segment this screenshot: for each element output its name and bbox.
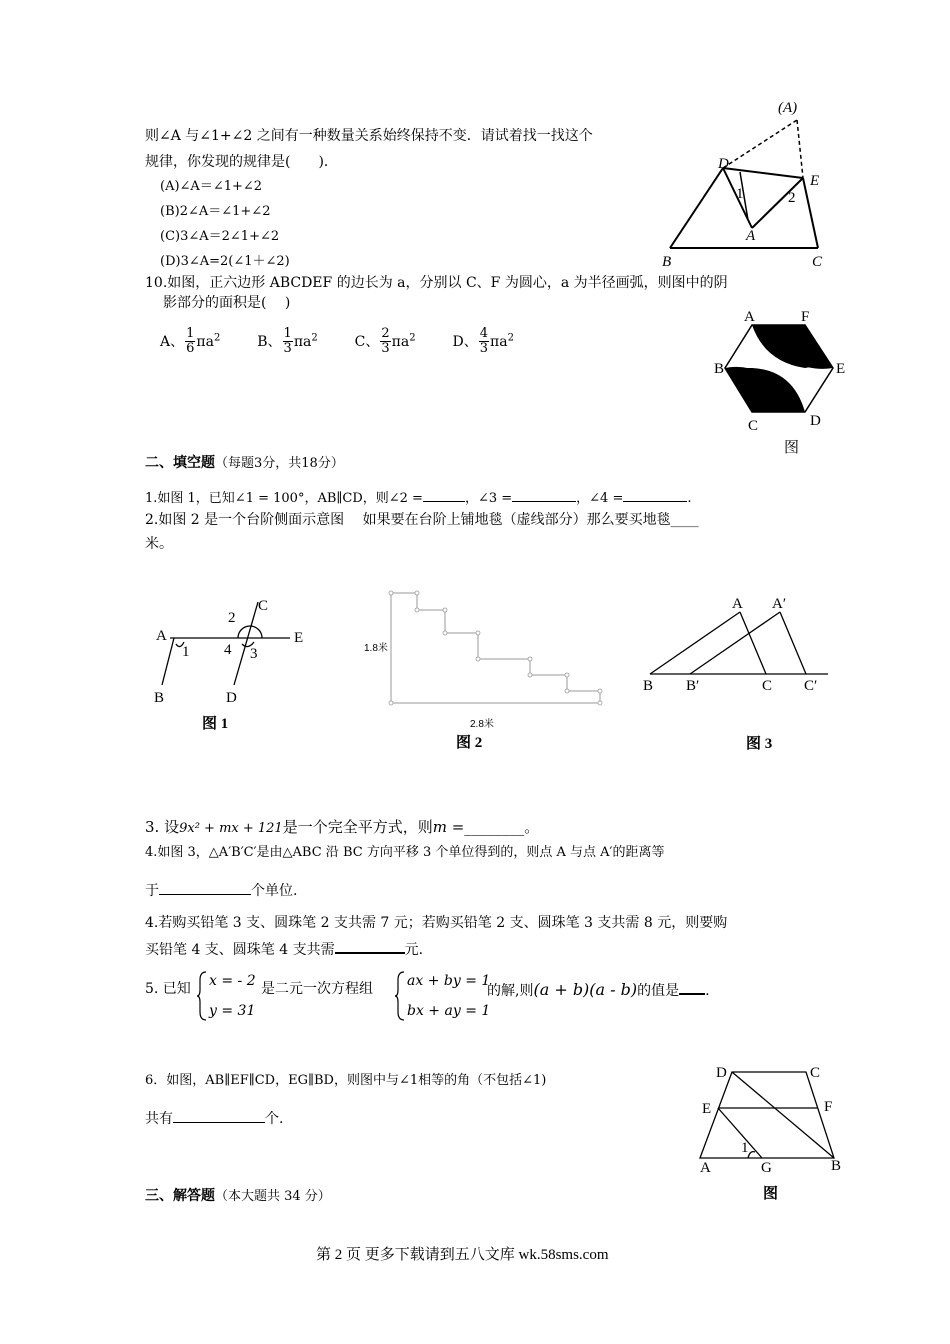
q9-line1: 则∠A 与∠1+∠2 之间有一种数量关系始终保持不变．请试着找一找这个 bbox=[145, 128, 593, 144]
fig1-label-e: E bbox=[294, 630, 304, 646]
q9-label-a-top: (A) bbox=[778, 100, 798, 116]
fig3-label-a: A bbox=[732, 596, 743, 612]
fig3-label-c: C bbox=[762, 678, 773, 694]
fill-q3: 3. 设9x² + mx + 121是一个完全平方式，则m =________。 bbox=[145, 818, 540, 836]
fill-q2-line1: 2.如图 2 是一个台阶侧面示意图 如果要在台阶上铺地毯（虚线部分）那么要买地毯____ bbox=[145, 512, 699, 528]
q9-line2: 规律，你发现的规律是( )． bbox=[145, 154, 338, 170]
fig6-label-a: A bbox=[700, 1160, 711, 1176]
q10-hexagon-figure bbox=[705, 300, 855, 460]
figure-3 bbox=[640, 592, 830, 752]
fill-q5-sys2-b: bx + ay = 1 bbox=[407, 1003, 491, 1019]
q10-options bbox=[160, 318, 514, 358]
q9-label-2: 2 bbox=[788, 190, 796, 206]
q10-line1: 10.如图，正六边形 ABCDEF 的边长为 a，分别以 C、F 为圆心，a 为半径画弧，则图中的阴 bbox=[145, 275, 728, 291]
fig3-label-c-prime: C′ bbox=[804, 678, 818, 694]
brace-icon bbox=[394, 970, 406, 1022]
fig3-label-a-prime: A′ bbox=[772, 596, 787, 612]
fill-q4a-line2: 于 个单位. bbox=[145, 880, 297, 901]
figure-2 bbox=[360, 585, 610, 755]
fill-q5-sys1-b: y = 31 bbox=[209, 1003, 256, 1019]
q9-label-1: 1 bbox=[736, 186, 744, 202]
fig6-label-d: D bbox=[716, 1065, 727, 1081]
fig2-width-label: 2.8米 bbox=[470, 719, 494, 730]
q10-option-a: A、 $\frac{1}{6}$ $\pi a^2$ bbox=[160, 326, 221, 357]
q9-option-d: (D)3∠A=2(∠1＋∠2) bbox=[160, 254, 290, 269]
page-footer: 第 2 页 更多下载请到五八文库 wk.58sms.com bbox=[316, 1247, 609, 1263]
fill-q5-tail: 的解,则(a + b)(a - b)的值是 . bbox=[487, 980, 710, 999]
fig2-caption: 图 2 bbox=[456, 735, 483, 751]
fig6-label-g: G bbox=[761, 1160, 772, 1176]
fill-q5-sys2-a: ax + by = 1 bbox=[407, 973, 491, 989]
q10-caption: 图 bbox=[784, 440, 800, 456]
q9-option-b: (B)2∠A＝∠1+∠2 bbox=[160, 204, 271, 219]
fill-q5-pre: 5. 已知 bbox=[145, 981, 191, 997]
fill-q5-sys1-a: x = - 2 bbox=[209, 973, 256, 989]
fig3-label-b-prime: B′ bbox=[686, 678, 700, 694]
fig6-label-f: F bbox=[824, 1099, 833, 1115]
fig6-label-b: B bbox=[831, 1158, 842, 1174]
fill-q4b-line2: 买铅笔 4 支、圆珠笔 4 支共需 元. bbox=[145, 938, 423, 960]
fill-q6-line2: 共有 个. bbox=[145, 1108, 283, 1129]
fig6-label-1: 1 bbox=[741, 1140, 749, 1156]
fill-q4a-line1: 4.如图 3，△A′B′C′是由△ABC 沿 BC 方向平移 3 个单位得到的，则点 A 与点 A′的距离等 bbox=[145, 845, 665, 860]
q9-label-d: D bbox=[718, 156, 729, 172]
q10-label-b: B bbox=[714, 361, 725, 377]
figure-6-trapezoid bbox=[690, 1060, 850, 1205]
fig1-label-2: 2 bbox=[228, 610, 236, 626]
q10-label-a: A bbox=[744, 309, 755, 325]
fill-q4b-line1: 4.若购买铅笔 3 支、圆珠笔 2 支共需 7 元；若购买铅笔 2 支、圆珠笔 3 支共需 8 元，则要购 bbox=[145, 915, 728, 931]
fig1-label-1: 1 bbox=[182, 644, 190, 660]
fig6-label-e: E bbox=[702, 1101, 712, 1117]
fig3-caption: 图 3 bbox=[746, 736, 773, 752]
q9-label-a-inner: A bbox=[746, 228, 756, 244]
fig3-label-b: B bbox=[643, 678, 654, 694]
fig1-label-c: C bbox=[258, 598, 269, 614]
q9-label-e: E bbox=[810, 173, 820, 189]
q10-label-f: F bbox=[801, 309, 810, 325]
q9-option-c: (C)3∠A＝2∠1+∠2 bbox=[160, 229, 280, 244]
fig1-label-4: 4 bbox=[224, 642, 232, 658]
fig2-height-label: 1.8米 bbox=[364, 643, 388, 654]
section2-heading: 二、填空题（每题3分，共18分） bbox=[145, 455, 344, 471]
fill-q1: 1.如图 1，已知∠1 = 100°，AB∥CD，则∠2 = ，∠3 = ，∠4 = . bbox=[145, 487, 692, 509]
q10-label-e: E bbox=[836, 361, 846, 377]
q9-option-a: (A)∠A＝∠1+∠2 bbox=[160, 179, 263, 194]
q10-option-b: B、 $\frac{1}{3}$ $\pi a^2$ bbox=[257, 326, 318, 357]
q10-line2: 影部分的面积是( ) bbox=[163, 295, 291, 311]
fig1-label-d: D bbox=[226, 690, 237, 706]
fig6-caption: 图 bbox=[763, 1186, 779, 1202]
fig1-label-b: B bbox=[154, 690, 165, 706]
brace-icon bbox=[196, 970, 208, 1022]
q10-label-c: C bbox=[748, 418, 759, 434]
q10-option-c: C、 $\frac{2}{3}$ $\pi a^2$ bbox=[354, 326, 416, 357]
figure-1 bbox=[150, 592, 320, 742]
q9-label-c: C bbox=[812, 254, 823, 270]
fill-q2-line2: 米。 bbox=[145, 536, 173, 552]
fig6-label-c: C bbox=[810, 1065, 821, 1081]
fig1-label-a: A bbox=[156, 628, 167, 644]
q10-option-d: D、 $\frac{4}{3}$ $\pi a^2$ bbox=[452, 326, 514, 357]
q9-label-b: B bbox=[662, 254, 672, 270]
section3-heading: 三、解答题（本大题共 34 分） bbox=[145, 1188, 331, 1204]
fill-q6-line1: 6．如图，AB∥EF∥CD，EG∥BD，则图中与∠1相等的角（不包括∠1) bbox=[145, 1073, 547, 1088]
fig1-caption: 图 1 bbox=[202, 716, 229, 732]
fill-q5-mid: 是二元一次方程组 bbox=[261, 981, 373, 997]
q9-triangle-figure bbox=[660, 90, 840, 270]
fig1-label-3: 3 bbox=[250, 646, 258, 662]
q10-label-d: D bbox=[810, 413, 821, 429]
